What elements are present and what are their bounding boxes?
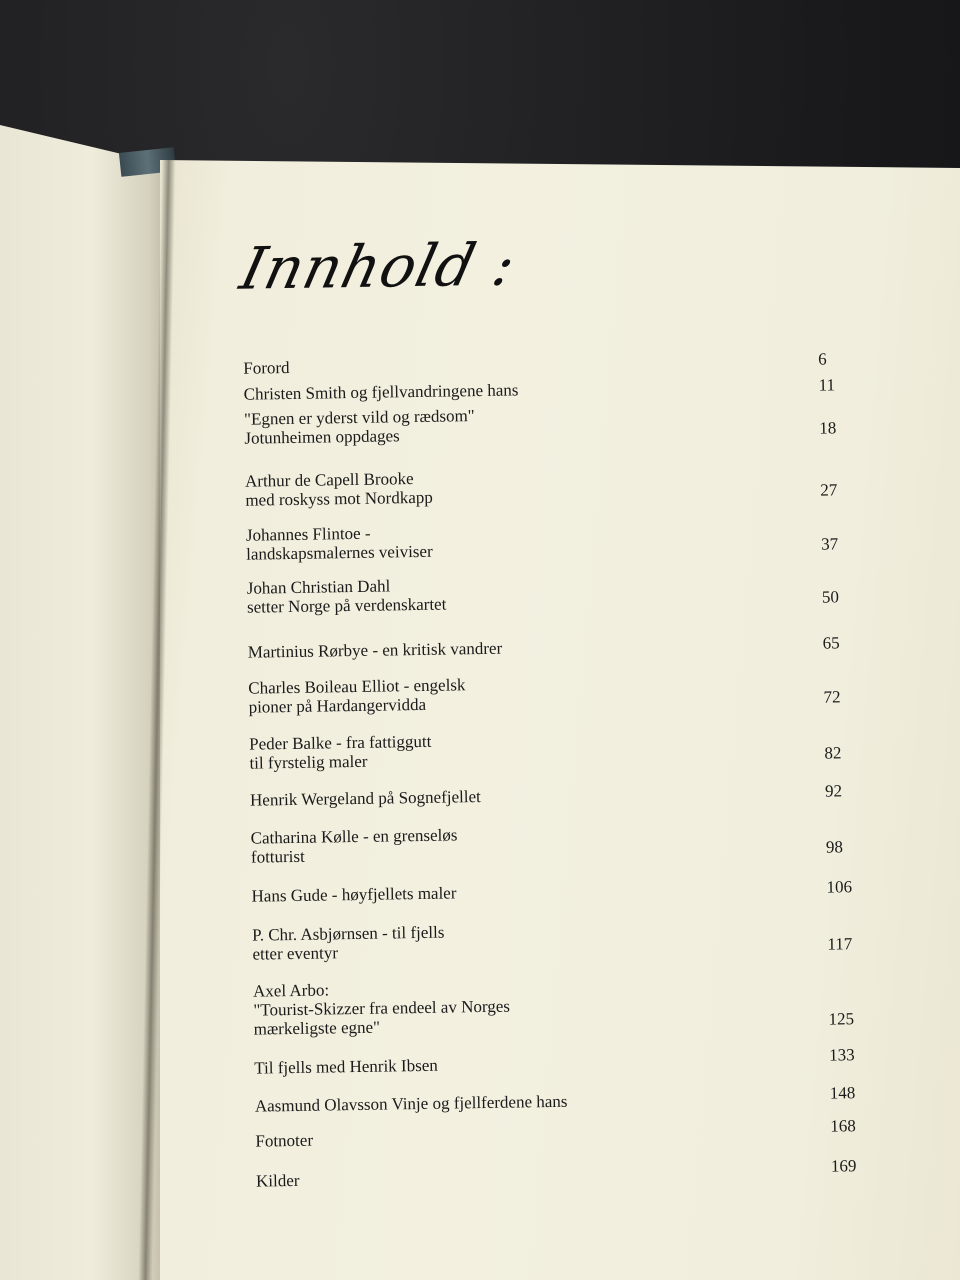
toc-page-number: 72 [823, 687, 841, 707]
toc-entry [249, 781, 843, 810]
toc-entry-title: Johannes Flintoe - [245, 523, 371, 545]
toc-entry [247, 633, 840, 662]
toc-page-number: 65 [822, 633, 840, 653]
toc-page-number: 82 [824, 743, 842, 763]
toc-entry-title: Johan Christian Dahl [246, 576, 391, 598]
toc-page-number: 18 [819, 418, 837, 438]
toc-entry [254, 1083, 856, 1116]
toc-page-number: 125 [828, 1009, 855, 1029]
toc-entry-title: Kilder [255, 1170, 300, 1191]
toc-entry-title: setter Norge på verdenskartet [246, 594, 447, 617]
toc-entry [250, 820, 844, 867]
toc-page-number: 106 [826, 877, 853, 897]
toc-page-number: 50 [821, 587, 840, 607]
toc-entry [252, 917, 853, 964]
toc-entry [251, 877, 853, 906]
toc-entry-title: Fotnoter [255, 1130, 314, 1151]
toc-entry-title: Hans Gude - høyfjellets maler [251, 883, 457, 906]
toc-entry [243, 349, 827, 378]
toc-entry-title: Martinius Rørbye - en kritisk vandrer [247, 638, 503, 662]
toc-page-number: 11 [818, 375, 836, 395]
toc-entry-title: "Tourist-Skizzer fra endeel av Norges [253, 996, 511, 1020]
toc-entry [249, 726, 842, 773]
toc-entry-title: Aasmund Olavsson Vinje og fjellferdene hans [254, 1091, 568, 1116]
toc-entry [252, 973, 855, 1039]
toc-entry-title: Christen Smith og fjellvandringene hans [243, 380, 519, 404]
toc-page-number: 92 [824, 781, 843, 801]
toc-entry-title: Axel Arbo: [252, 980, 330, 1001]
toc-entry [244, 463, 838, 510]
toc-entry-title: landskapsmalernes veiviser [246, 541, 433, 564]
toc-page-number: 117 [827, 934, 853, 954]
toc-entry-title: til fyrstelig maler [249, 751, 368, 773]
toc-page-number: 148 [829, 1083, 856, 1103]
toc-entry [255, 1116, 856, 1151]
toc-entry [243, 401, 837, 448]
toc-entry [245, 517, 839, 564]
toc-page-number: 98 [825, 837, 844, 857]
toc-entry-title: Til fjells med Henrik Ibsen [254, 1055, 438, 1078]
toc-entry [246, 570, 840, 617]
toc-entry-title: Peder Balke - fra fattiggutt [249, 731, 432, 754]
toc-entry-title: med roskyss mot Nordkapp [245, 487, 433, 510]
toc-entry-title: "Egnen er yderst vild og rædsom" [243, 406, 475, 429]
toc-entry-title: Charles Boileau Elliot - engelsk [248, 675, 466, 698]
toc-page-number: 37 [820, 534, 839, 554]
toc-entry-title: Jotunheimen oppdages [244, 426, 400, 448]
toc-entry-title: Catharina Kølle - en grenseløs [250, 825, 458, 848]
toc-entry-title: etter eventyr [252, 943, 339, 964]
toc-entry [248, 670, 841, 717]
page-title: Innhold : [234, 230, 523, 303]
toc-entry [243, 375, 836, 404]
toc-entry [254, 1045, 855, 1078]
toc-entry-title: pioner på Hardangervidda [248, 694, 427, 717]
toc-page-number: 168 [830, 1116, 856, 1136]
toc-entry-title: Forord [243, 357, 290, 378]
toc-entry [255, 1156, 857, 1191]
toc-entry-title: Henrik Wergeland på Sognefjellet [249, 787, 481, 810]
table-of-contents [160, 147, 960, 1279]
toc-entry-title: mærkeligste egne" [253, 1017, 381, 1039]
toc-entry-title: Arthur de Capell Brooke [244, 469, 414, 491]
toc-entry-title: fotturist [250, 846, 305, 867]
toc-page-number: 27 [820, 480, 838, 500]
toc-page-number: 6 [818, 349, 827, 369]
toc-entry-title: P. Chr. Asbjørnsen - til fjells [252, 922, 445, 945]
toc-page-number: 169 [830, 1156, 857, 1176]
toc-page-number: 133 [828, 1045, 855, 1065]
